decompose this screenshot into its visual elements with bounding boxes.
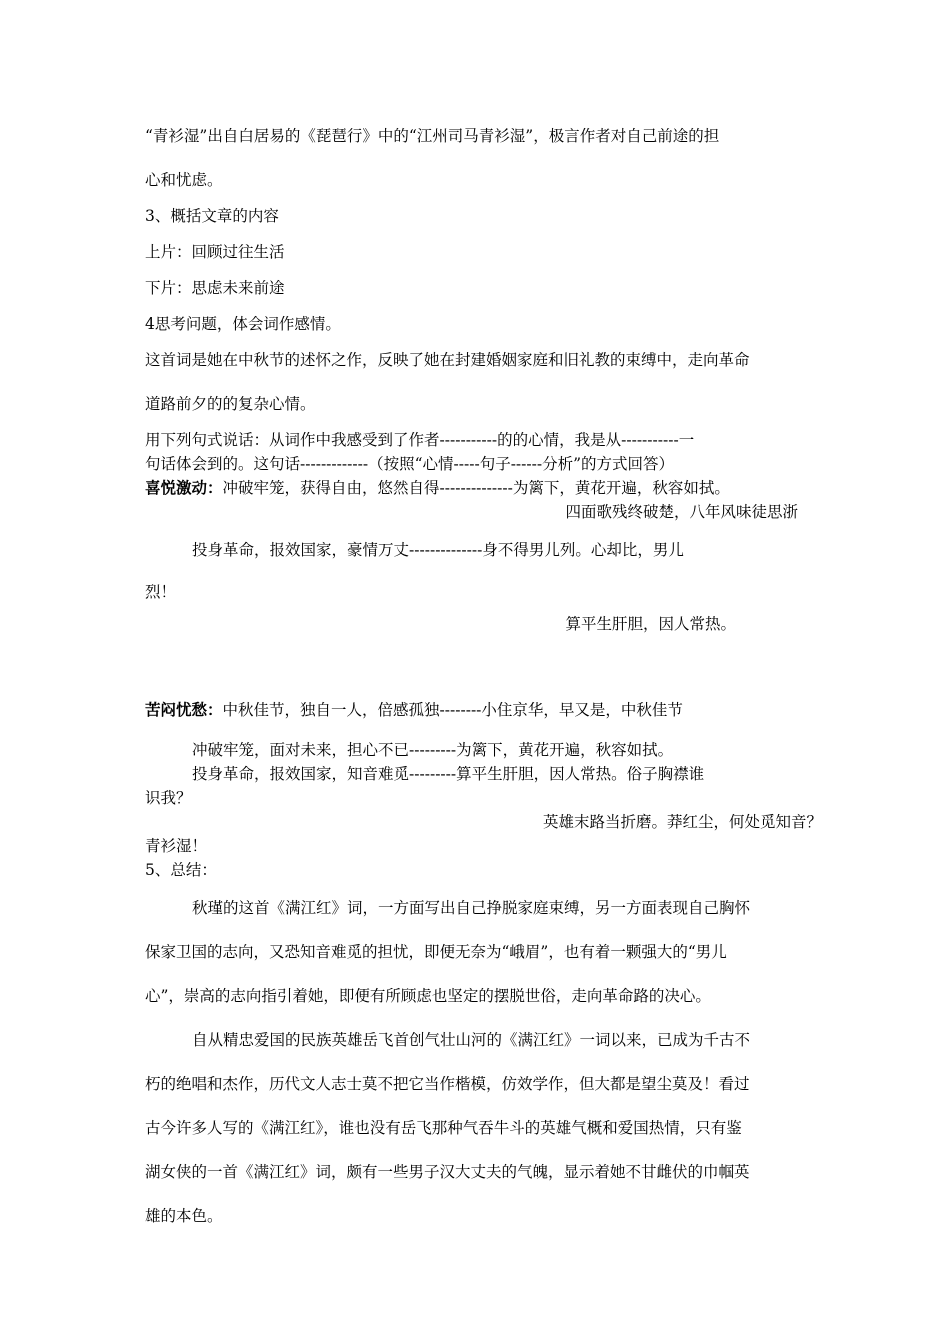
emotion-text: 冲破牢笼，获得自由，悠然自得--------------为篱下，黄花开遍，秋容如拭。 xyxy=(222,479,730,497)
section-heading: 5、总结： xyxy=(145,861,217,879)
emotion-row-joy xyxy=(145,478,730,498)
text-line: 烈！ xyxy=(145,583,177,601)
text-line: 湖女侠的一首《满江红》词，颇有一些男子汉大丈夫的气魄，显示着她不甘雌伏的巾帼英 xyxy=(145,1163,750,1181)
poem-line: 四面歌残终破楚，八年风味徒思浙 xyxy=(565,503,798,521)
text-line: 朽的绝唱和杰作，历代文人志士莫不把它当作楷模，仿效学作，但大都是望尘莫及！看过 xyxy=(145,1075,750,1093)
text-line: “青衫湿”出自白居易的《琵琶行》中的“江州司马青衫湿”，极言作者对自己前途的担 xyxy=(145,127,720,145)
emotion-label: 苦闷忧愁： xyxy=(145,700,223,719)
section-heading: 4思考问题，体会词作感情。 xyxy=(145,315,341,333)
text-line: 雄的本色。 xyxy=(145,1207,223,1225)
text-line: 句话体会到的。这句话-------------（按照“心情-----句子------分析”的方式回答） xyxy=(145,455,675,473)
text-line: 投身革命，报效国家，豪情万丈--------------身不得男儿列。心却比，男儿 xyxy=(192,541,684,559)
text-line: 上片：回顾过往生活 xyxy=(145,243,285,261)
text-line: 古今许多人写的《满江红》，谁也没有岳飞那种气吞牛斗的英雄气概和爱国热情，只有鉴 xyxy=(145,1119,742,1137)
text-line: 下片：思虑未来前途 xyxy=(145,279,285,297)
text-line: 用下列句式说话：从词作中我感受到了作者-----------的的心情，我是从-----------一 xyxy=(145,431,695,449)
summary-paragraph-1: 秋瑾的这首《满江红》词，一方面写出自己挣脱家庭束缚，另一方面表现自己胸怀 xyxy=(192,899,751,917)
text-line: 保家卫国的志向，又恐知音难觅的担忧，即便无奈为“峨眉”，也有着一颗强大的“男儿 xyxy=(145,943,727,961)
summary-paragraph-2: 自从精忠爱国的民族英雄岳飞首创气壮山河的《满江红》一词以来，已成为千古不 xyxy=(192,1031,751,1049)
text-line: 青衫湿！ xyxy=(145,837,208,855)
text-line: 心和忧虑。 xyxy=(145,171,223,189)
text-line: 投身革命，报效国家，知音难觅---------算平生肝胆，因人常热。俗子胸襟谁 xyxy=(192,765,705,783)
poem-line: 英雄末路当折磨。莽红尘，何处觅知音？ xyxy=(542,813,822,831)
text-line: 识我？ xyxy=(145,789,192,807)
poem-line: 算平生肝胆，因人常热。 xyxy=(565,615,736,633)
text-line: 这首词是她在中秋节的述怀之作，反映了她在封建婚姻家庭和旧礼教的束缚中，走向革命 xyxy=(145,351,750,369)
section-heading: 3、概括文章的内容 xyxy=(145,207,279,225)
emotion-row-sorrow xyxy=(145,700,683,720)
emotion-label: 喜悦激动： xyxy=(145,478,223,497)
text-line: 道路前夕的的复杂心情。 xyxy=(145,395,316,413)
text-line: 心”，崇高的志向指引着她，即便有所顾虑也坚定的摆脱世俗，走向革命路的决心。 xyxy=(145,987,711,1005)
emotion-text: 中秋佳节，独自一人，倍感孤独--------小住京华，早又是，中秋佳节 xyxy=(222,701,683,719)
text-line: 冲破牢笼，面对未来，担心不已---------为篱下，黄花开遍，秋容如拭。 xyxy=(192,741,674,759)
